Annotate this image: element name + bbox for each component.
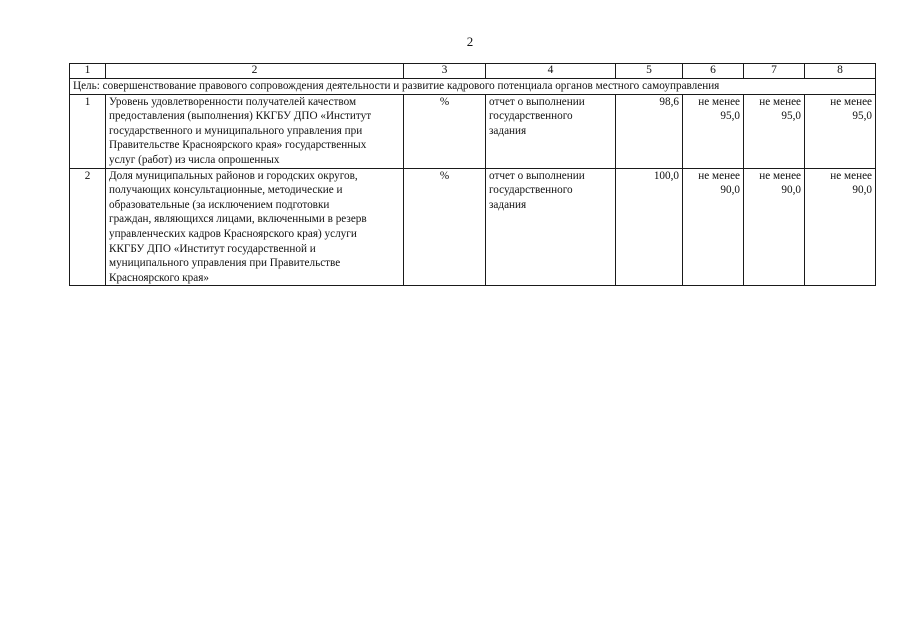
indicator-cell	[106, 94, 404, 168]
source-cell	[486, 168, 616, 286]
row-number: 1	[70, 94, 106, 168]
indicator-line: образовательные (за исключением подготовки	[109, 198, 330, 211]
page-number: 2	[466, 34, 474, 49]
header-cell: 7	[744, 64, 805, 79]
indicator-line: муниципального управления при Правительстве	[109, 257, 341, 270]
table-header-row	[70, 64, 876, 79]
header-cell: 8	[805, 64, 876, 79]
indicator-line: государственного и муниципального управления при	[109, 124, 363, 137]
indicator-line: предоставления (выполнения) ККГБУ ДПО «Институт	[109, 110, 372, 123]
source-line: задания	[489, 198, 527, 211]
indicator-line: услуг (работ) из числа опрошенных	[109, 153, 280, 166]
col7-cell	[744, 94, 805, 168]
goal-text: Цель: совершенствование правового сопровождения деятельности и развитие кадрового потенциала органов местного самоуправления	[70, 79, 876, 95]
indicator-line: Доля муниципальных районов и городских округов,	[109, 169, 358, 182]
col7-cell	[744, 168, 805, 286]
source-line: задания	[489, 124, 527, 137]
row-number: 2	[70, 168, 106, 286]
table-row	[70, 94, 876, 168]
indicator-line: Красноярского края»	[109, 271, 209, 284]
col8-cell	[805, 168, 876, 286]
unit-cell: %	[404, 94, 486, 168]
target-label: не менее	[759, 169, 801, 182]
target-value: 90,0	[852, 184, 872, 197]
indicator-line: ККГБУ ДПО «Институт государственной и	[109, 242, 316, 255]
indicator-line: граждан, являющихся лицами, включенными в резерв	[109, 213, 367, 226]
target-label: не менее	[830, 169, 872, 182]
target-value: 95,0	[781, 110, 801, 123]
goal-row	[70, 79, 876, 95]
source-line: государственного	[489, 184, 573, 197]
source-line: отчет о выполнении	[489, 95, 585, 108]
target-value: 90,0	[781, 184, 801, 197]
target-label: не менее	[698, 169, 740, 182]
header-cell: 1	[70, 64, 106, 79]
indicator-line: Правительстве Красноярского края» государственных	[109, 139, 367, 152]
value-cell: 98,6	[616, 94, 683, 168]
indicator-line: получающих консультационные, методические и	[109, 184, 343, 197]
indicator-cell	[106, 168, 404, 286]
header-cell: 3	[404, 64, 486, 79]
source-line: государственного	[489, 110, 573, 123]
target-label: не менее	[759, 95, 801, 108]
table-row	[70, 168, 876, 286]
indicator-line: управленческих кадров Красноярского края) услуги	[109, 227, 357, 240]
target-value: 95,0	[852, 110, 872, 123]
target-value: 90,0	[720, 184, 740, 197]
header-cell: 5	[616, 64, 683, 79]
source-cell	[486, 94, 616, 168]
target-label: не менее	[698, 95, 740, 108]
indicator-line: Уровень удовлетворенности получателей качеством	[109, 95, 357, 108]
target-label: не менее	[830, 95, 872, 108]
header-cell: 4	[486, 64, 616, 79]
indicators-table	[69, 63, 876, 286]
source-line: отчет о выполнении	[489, 169, 585, 182]
header-cell: 2	[106, 64, 404, 79]
value-cell: 100,0	[616, 168, 683, 286]
unit-cell: %	[404, 168, 486, 286]
col6-cell	[683, 94, 744, 168]
col6-cell	[683, 168, 744, 286]
col8-cell	[805, 94, 876, 168]
target-value: 95,0	[720, 110, 740, 123]
header-cell: 6	[683, 64, 744, 79]
